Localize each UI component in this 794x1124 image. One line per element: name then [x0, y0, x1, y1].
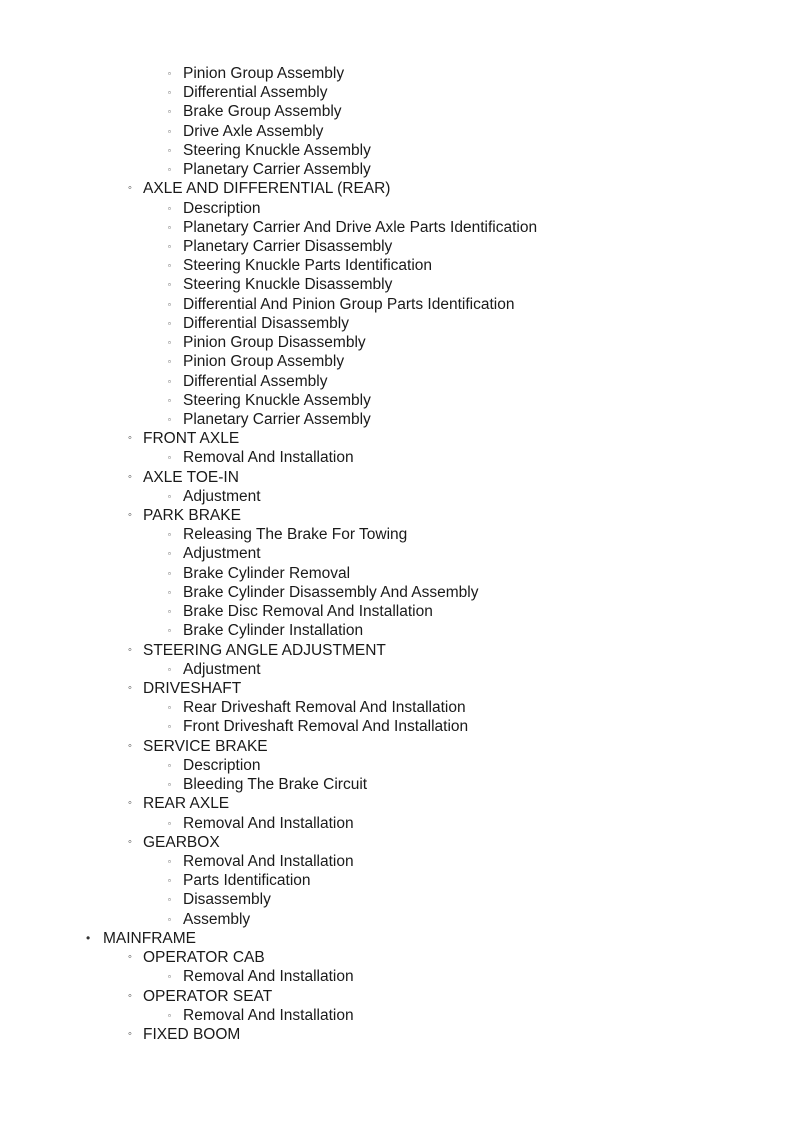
toc-entry-label: Adjustment: [183, 487, 261, 505]
toc-entry[interactable]: [0, 160, 794, 179]
toc-entry[interactable]: [0, 1006, 794, 1025]
toc-entry-label: Differential And Pinion Group Parts Identification: [183, 295, 515, 313]
toc-section[interactable]: [0, 929, 794, 948]
toc-entry[interactable]: [0, 64, 794, 83]
toc-entry-label: Removal And Installation: [183, 449, 354, 467]
square-bullet-icon: ▫: [168, 280, 171, 290]
toc-entry[interactable]: [0, 218, 794, 237]
toc-entry-label: Assembly: [183, 910, 251, 928]
toc-entry-label: Adjustment: [183, 545, 261, 563]
bullet-icon: •: [86, 930, 91, 945]
toc-entry[interactable]: [0, 122, 794, 141]
toc-entry[interactable]: [0, 256, 794, 275]
toc-entry[interactable]: [0, 910, 794, 929]
toc-entry[interactable]: [0, 890, 794, 909]
toc-entry[interactable]: [0, 602, 794, 621]
circle-bullet-icon: ◦: [128, 509, 132, 522]
square-bullet-icon: ▫: [168, 760, 171, 770]
toc-entry[interactable]: [0, 83, 794, 102]
toc-chapter[interactable]: [0, 987, 794, 1006]
square-bullet-icon: ▫: [168, 972, 171, 982]
square-bullet-icon: ▫: [168, 88, 171, 98]
circle-bullet-icon: ◦: [128, 682, 132, 694]
toc-entry-label: Differential Disassembly: [183, 314, 349, 332]
square-bullet-icon: ▫: [168, 165, 171, 175]
toc-entry[interactable]: [0, 756, 794, 775]
toc-entry-label: Brake Group Assembly: [183, 103, 342, 121]
toc-entry-label: Steering Knuckle Disassembly: [183, 276, 393, 294]
toc-entry-label: Description: [183, 199, 261, 217]
square-bullet-icon: ▫: [168, 299, 171, 309]
toc-entry-label: DRIVESHAFT: [143, 680, 242, 697]
toc-entry-label: Pinion Group Assembly: [183, 65, 345, 82]
toc-entry[interactable]: [0, 333, 794, 352]
toc-entry-label: Brake Cylinder Installation: [183, 622, 364, 640]
toc-chapter[interactable]: [0, 468, 794, 487]
toc-chapter[interactable]: [0, 794, 794, 813]
square-bullet-icon: ▫: [168, 453, 171, 463]
square-bullet-icon: ▫: [168, 703, 171, 713]
toc-entry-label: FRONT AXLE: [143, 430, 240, 448]
square-bullet-icon: ▫: [168, 414, 171, 424]
toc-entry[interactable]: [0, 102, 794, 121]
square-bullet-icon: ▫: [168, 395, 171, 405]
toc-entry[interactable]: [0, 621, 794, 640]
toc-entry[interactable]: [0, 544, 794, 563]
toc-entry-label: AXLE TOE-IN: [143, 468, 239, 486]
circle-bullet-icon: ◦: [128, 797, 132, 810]
toc-chapter[interactable]: [0, 679, 794, 698]
toc-entry-label: Steering Knuckle Assembly: [183, 141, 371, 159]
toc-entry-label: Front Driveshaft Removal And Installation: [183, 718, 469, 736]
square-bullet-icon: ▫: [168, 895, 171, 905]
circle-bullet-icon: ◦: [128, 1027, 132, 1040]
square-bullet-icon: ▫: [168, 876, 171, 886]
circle-bullet-icon: ◦: [128, 989, 132, 1002]
toc-entry[interactable]: [0, 448, 794, 467]
toc-entry-label: Bleeding The Brake Circuit: [183, 776, 368, 794]
toc-entry-label: Parts Identification: [183, 872, 311, 890]
toc-entry[interactable]: [0, 967, 794, 986]
toc-entry-label: Removal And Installation: [183, 814, 354, 832]
toc-entry-label: OPERATOR CAB: [143, 949, 265, 967]
toc-entry[interactable]: [0, 698, 794, 717]
toc-entry-label: Planetary Carrier Assembly: [183, 161, 371, 179]
square-bullet-icon: ▫: [168, 530, 171, 540]
toc-chapter[interactable]: [0, 641, 794, 660]
toc-entry[interactable]: [0, 141, 794, 160]
toc-entry-label: Description: [183, 756, 261, 774]
toc-entry[interactable]: [0, 275, 794, 294]
toc-entry[interactable]: [0, 391, 794, 410]
square-bullet-icon: ▫: [168, 568, 171, 578]
square-bullet-icon: ▫: [168, 69, 171, 78]
toc-entry[interactable]: [0, 583, 794, 602]
toc-entry-label: Pinion Group Disassembly: [183, 334, 366, 352]
toc-entry[interactable]: [0, 660, 794, 679]
square-bullet-icon: ▫: [168, 338, 171, 348]
toc-entry-label: Drive Axle Assembly: [183, 122, 324, 140]
circle-bullet-icon: ◦: [128, 835, 132, 848]
square-bullet-icon: ▫: [168, 587, 171, 597]
toc-chapter[interactable]: [0, 948, 794, 967]
square-bullet-icon: ▫: [168, 376, 171, 386]
toc-entry[interactable]: [0, 814, 794, 833]
toc-entry-label: Disassembly: [183, 891, 271, 909]
toc-entry-label: OPERATOR SEAT: [143, 987, 273, 1005]
square-bullet-icon: ▫: [168, 818, 171, 828]
toc-entry-label: STEERING ANGLE ADJUSTMENT: [143, 641, 386, 659]
toc-entry[interactable]: [0, 410, 794, 429]
toc-entry-label: SERVICE BRAKE: [143, 737, 268, 755]
toc-chapter[interactable]: [0, 506, 794, 525]
toc-entry[interactable]: [0, 199, 794, 218]
square-bullet-icon: ▫: [168, 549, 171, 559]
toc-entry-label: Releasing The Brake For Towing: [183, 526, 408, 544]
square-bullet-icon: ▫: [168, 203, 171, 213]
toc-entry[interactable]: [0, 295, 794, 314]
toc-chapter[interactable]: [0, 1025, 794, 1044]
square-bullet-icon: ▫: [168, 607, 171, 617]
square-bullet-icon: ▫: [168, 241, 171, 251]
circle-bullet-icon: ◦: [128, 470, 132, 483]
table-of-contents: [0, 64, 794, 1044]
toc-chapter[interactable]: [0, 179, 794, 198]
toc-entry-label: Brake Cylinder Disassembly And Assembly: [183, 583, 479, 601]
toc-entry-label: Planetary Carrier Disassembly: [183, 237, 393, 255]
square-bullet-icon: ▫: [168, 626, 171, 636]
toc-entry-label: Brake Cylinder Removal: [183, 564, 351, 582]
toc-entry[interactable]: [0, 717, 794, 736]
toc-entry-label: Planetary Carrier And Drive Axle Parts Identification: [183, 218, 538, 236]
toc-entry[interactable]: [0, 525, 794, 544]
toc-entry-label: REAR AXLE: [143, 795, 230, 813]
square-bullet-icon: ▫: [168, 780, 171, 790]
toc-entry-label: Removal And Installation: [183, 852, 354, 870]
square-bullet-icon: ▫: [168, 318, 171, 328]
square-bullet-icon: ▫: [168, 491, 171, 501]
toc-entry-label: Adjustment: [183, 660, 261, 678]
square-bullet-icon: ▫: [168, 107, 171, 117]
circle-bullet-icon: ◦: [128, 739, 132, 752]
toc-chapter[interactable]: [0, 737, 794, 756]
toc-entry-label: Planetary Carrier Assembly: [183, 410, 371, 428]
toc-entry-label: Steering Knuckle Assembly: [183, 391, 371, 409]
circle-bullet-icon: ◦: [128, 951, 132, 964]
toc-entry-label: Removal And Installation: [183, 1006, 354, 1024]
toc-entry-label: Removal And Installation: [183, 968, 354, 986]
square-bullet-icon: ▫: [168, 722, 171, 732]
square-bullet-icon: ▫: [168, 664, 171, 674]
circle-bullet-icon: ◦: [128, 182, 132, 195]
toc-entry-label: Rear Driveshaft Removal And Installation: [183, 699, 466, 717]
toc-entry[interactable]: [0, 775, 794, 794]
circle-bullet-icon: ◦: [128, 643, 132, 656]
toc-entry[interactable]: [0, 852, 794, 871]
toc-entry-label: AXLE AND DIFFERENTIAL (REAR): [143, 180, 391, 198]
toc-chapter[interactable]: [0, 833, 794, 852]
toc-entry-label: Pinion Group Assembly: [183, 353, 345, 371]
toc-entry-label: FIXED BOOM: [143, 1025, 241, 1043]
toc-entry-label: MAINFRAME: [103, 929, 196, 947]
toc-entry[interactable]: [0, 352, 794, 371]
toc-entry[interactable]: [0, 237, 794, 256]
square-bullet-icon: ▫: [168, 261, 171, 271]
square-bullet-icon: ▫: [168, 145, 171, 155]
toc-entry[interactable]: [0, 487, 794, 506]
toc-entry-label: Differential Assembly: [183, 84, 328, 102]
square-bullet-icon: ▫: [168, 126, 171, 136]
toc-entry[interactable]: [0, 871, 794, 890]
toc-chapter[interactable]: [0, 429, 794, 448]
toc-entry-label: Differential Assembly: [183, 372, 328, 390]
square-bullet-icon: ▫: [168, 856, 171, 866]
toc-entry[interactable]: [0, 564, 794, 583]
toc-entry[interactable]: [0, 372, 794, 391]
square-bullet-icon: ▫: [168, 1010, 171, 1020]
toc-entry-label: Brake Disc Removal And Installation: [183, 603, 433, 621]
square-bullet-icon: ▫: [168, 914, 171, 924]
circle-bullet-icon: ◦: [128, 432, 132, 445]
toc-entry-label: GEARBOX: [143, 833, 220, 851]
toc-entry-label: PARK BRAKE: [143, 507, 241, 525]
toc-entry-label: Steering Knuckle Parts Identification: [183, 257, 432, 275]
toc-entry[interactable]: [0, 314, 794, 333]
square-bullet-icon: ▫: [168, 357, 171, 367]
square-bullet-icon: ▫: [168, 222, 171, 232]
